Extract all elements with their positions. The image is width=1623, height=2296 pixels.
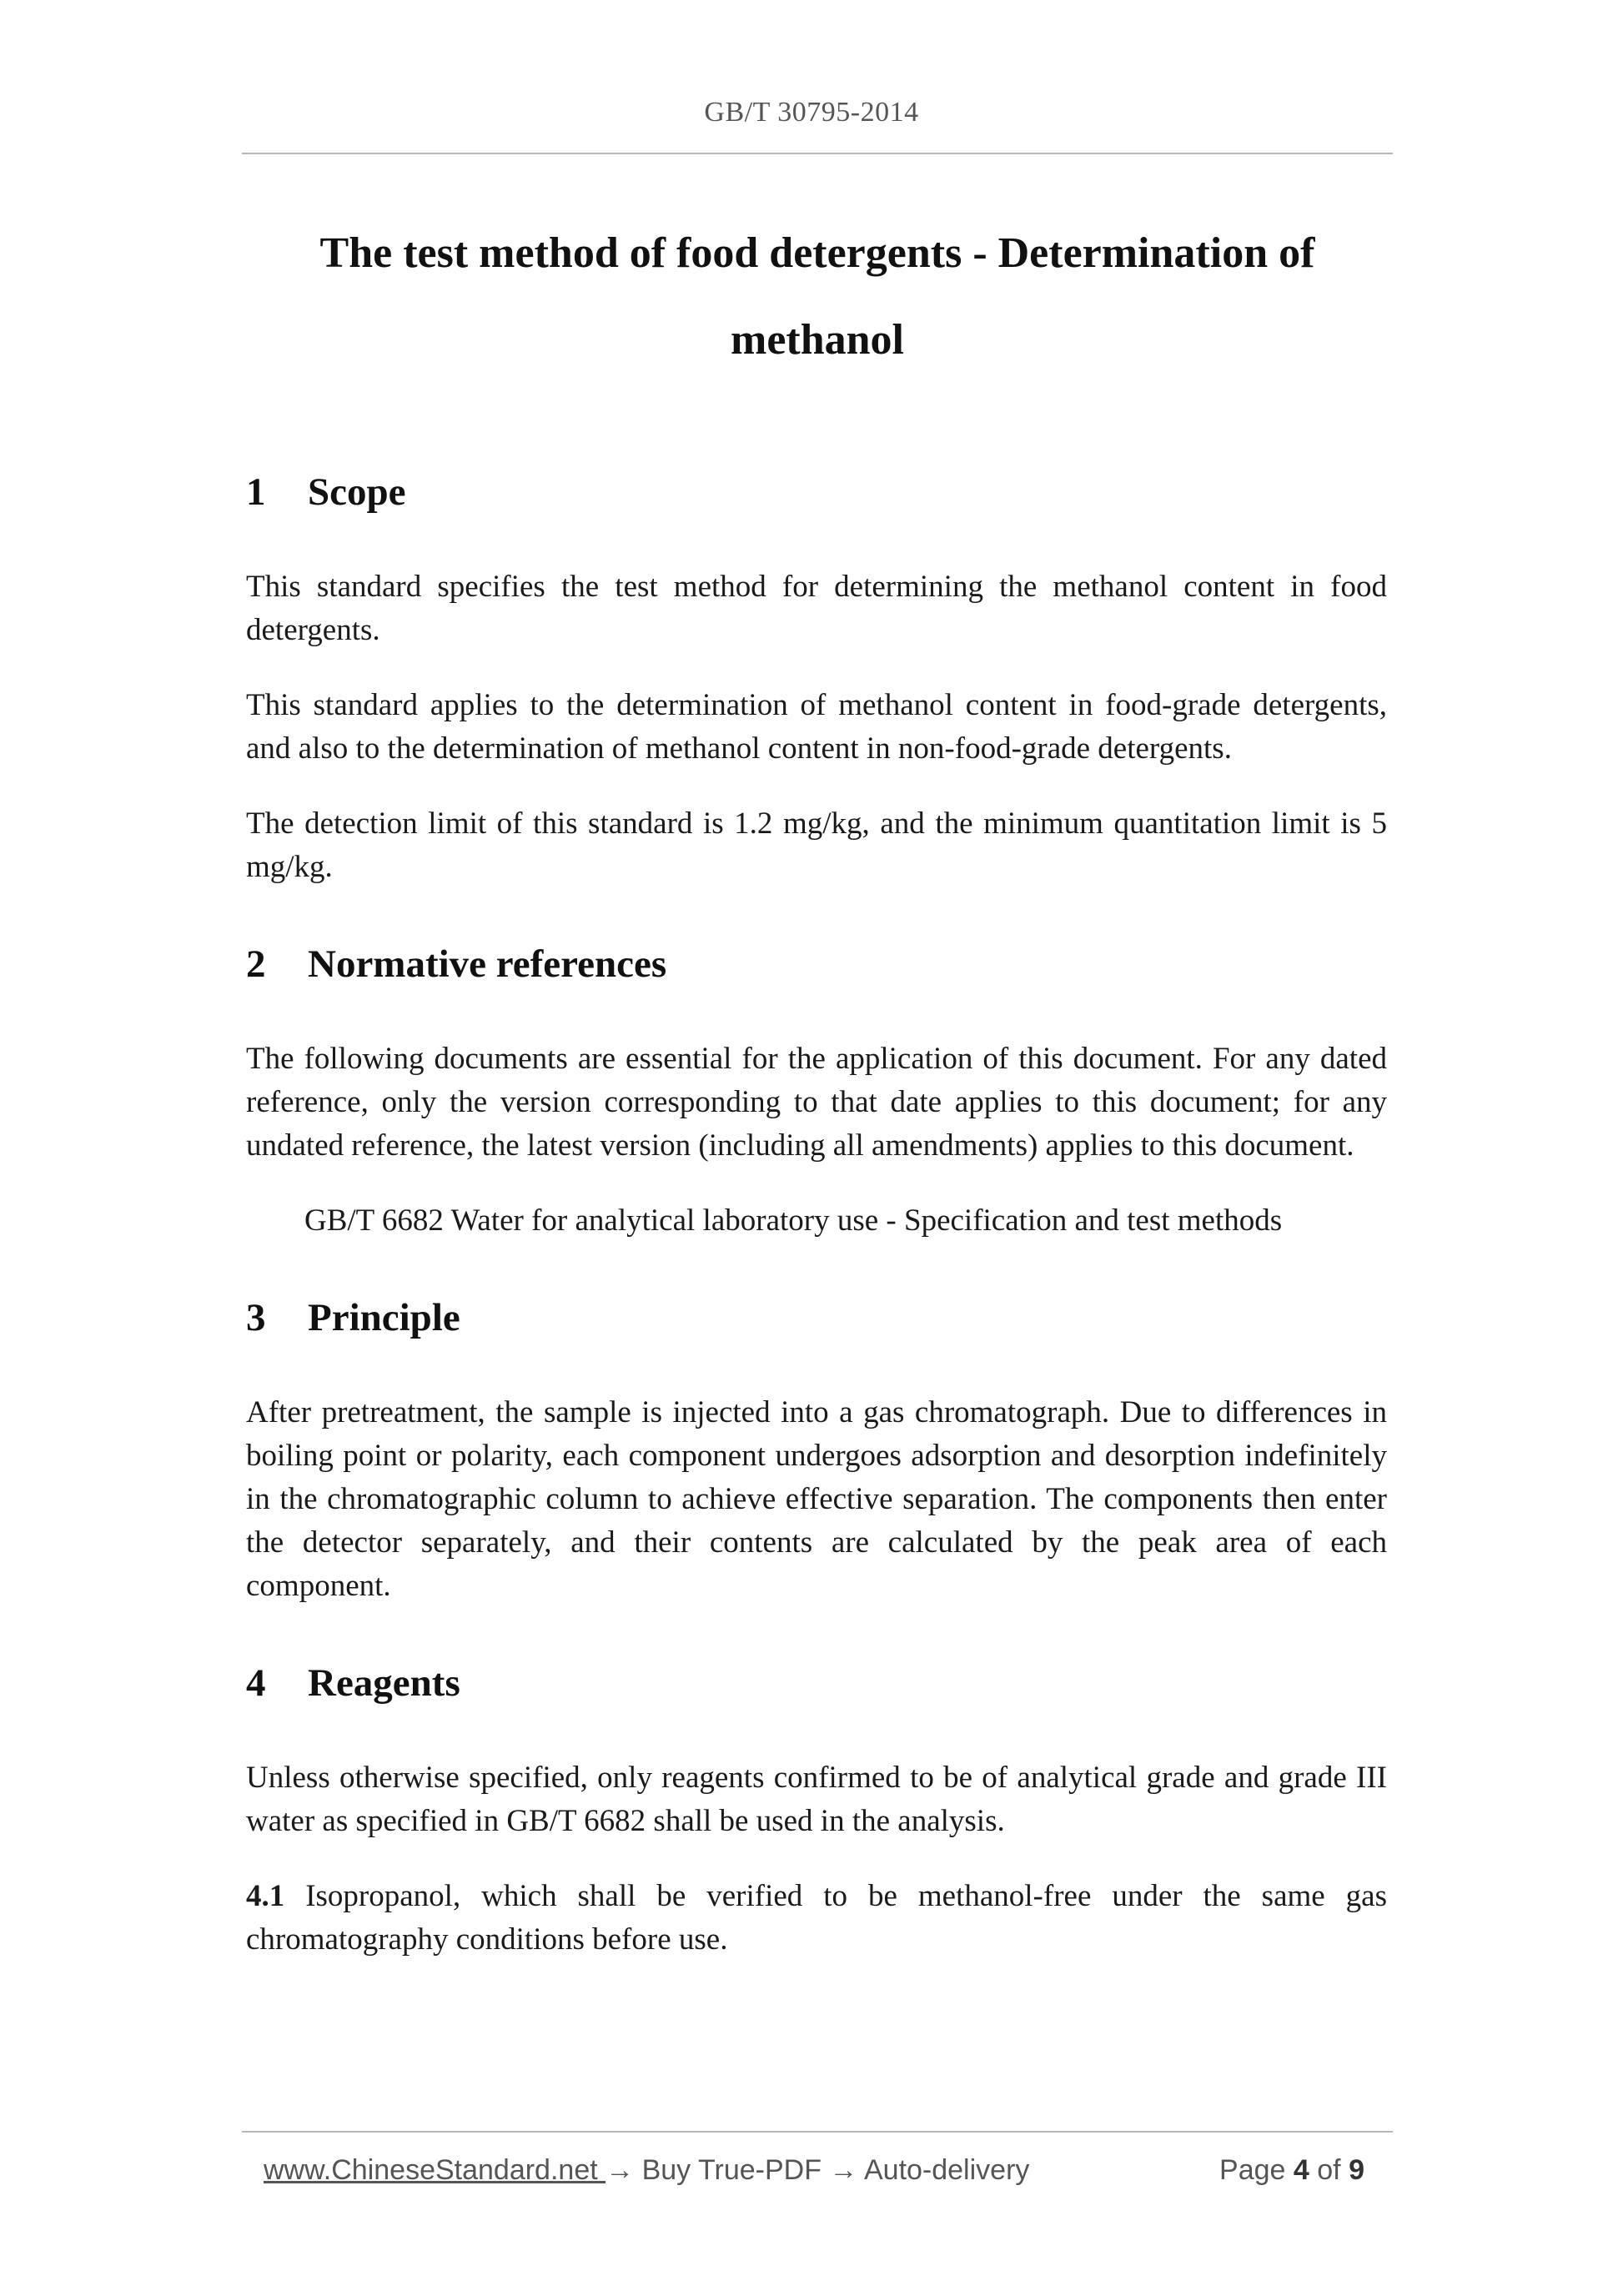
scope-paragraph-3: The detection limit of this standard is 1.2 mg/kg, and the minimum quantitation limit is 5 mg/kg.: [246, 806, 1387, 884]
auto-delivery-text: Auto-delivery: [857, 2154, 1030, 2186]
title-line-1: The test method of food detergents - Determination of: [319, 229, 1315, 277]
references-paragraph: The following documents are essential for the application of this document. For any dated reference, only the version corresponding to that date applies to this document; for any undated reference, the latest version (including all amendments) applies to this document.: [246, 1042, 1387, 1163]
section-heading-scope: [246, 467, 1387, 517]
page-indicator: [1219, 2154, 1381, 2187]
arrow-right-icon: →: [605, 2154, 635, 2186]
website-link[interactable]: www.ChineseStandard.net: [264, 2154, 606, 2186]
section-number: 2: [246, 942, 266, 986]
arrow-right-icon: →: [829, 2154, 858, 2186]
section-title: Principle: [308, 1296, 460, 1339]
clause-number: 4.1: [246, 1879, 285, 1913]
page-label: Page: [1219, 2154, 1294, 2186]
section-number: 3: [246, 1296, 266, 1339]
page-number: 4: [1293, 2154, 1309, 2186]
title-line-2: methanol: [731, 316, 904, 364]
document-title: [242, 210, 1393, 384]
scope-paragraph-2: This standard applies to the determination of methanol content in food-grade detergents, and also to the determination of methanol content in non-food-grade detergents.: [246, 688, 1387, 766]
footer-promo: [264, 2154, 1029, 2187]
document-code-header: GB/T 30795-2014: [704, 97, 919, 128]
reference-entry: GB/T 6682 Water for analytical laboratory use - Specification and test methods: [304, 1203, 1283, 1238]
document-body: [246, 467, 1387, 1962]
of-label: of: [1309, 2154, 1349, 2186]
section-heading-principle: [246, 1293, 1387, 1343]
principle-paragraph: After pretreatment, the sample is injected into a gas chromatograph. Due to differences in boiling point or polarity, each component undergoes adsorption and desorption indefinitely in the chromatographic column to achieve effective separation. The components then enter the detector separately, and their contents are calculated by the peak area of each component.: [246, 1395, 1387, 1603]
section-heading-reagents: [246, 1658, 1387, 1708]
buy-pdf-text: Buy True-PDF: [634, 2154, 830, 2186]
section-title: Normative references: [308, 942, 667, 986]
clause-text: Isopropanol, which shall be verified to be methanol-free under the same gas chromatography conditions before use.: [246, 1879, 1387, 1957]
section-title: Scope: [308, 470, 406, 514]
section-number: 4: [246, 1661, 266, 1705]
header-divider: [242, 153, 1393, 154]
footer-divider: [242, 2131, 1393, 2133]
section-title: Reagents: [308, 1661, 460, 1705]
page-total: 9: [1349, 2154, 1364, 2186]
section-heading-normative-references: [246, 939, 1387, 989]
reagent-item-4-1: [246, 1875, 1387, 1962]
section-number: 1: [246, 470, 266, 514]
reagents-paragraph: Unless otherwise specified, only reagents confirmed to be of analytical grade and grade III water as specified in GB/T 6682 shall be used in the analysis.: [246, 1761, 1387, 1838]
scope-paragraph-1: This standard specifies the test method for determining the methanol content in food detergents.: [246, 570, 1387, 647]
page-footer: [264, 2154, 1381, 2187]
